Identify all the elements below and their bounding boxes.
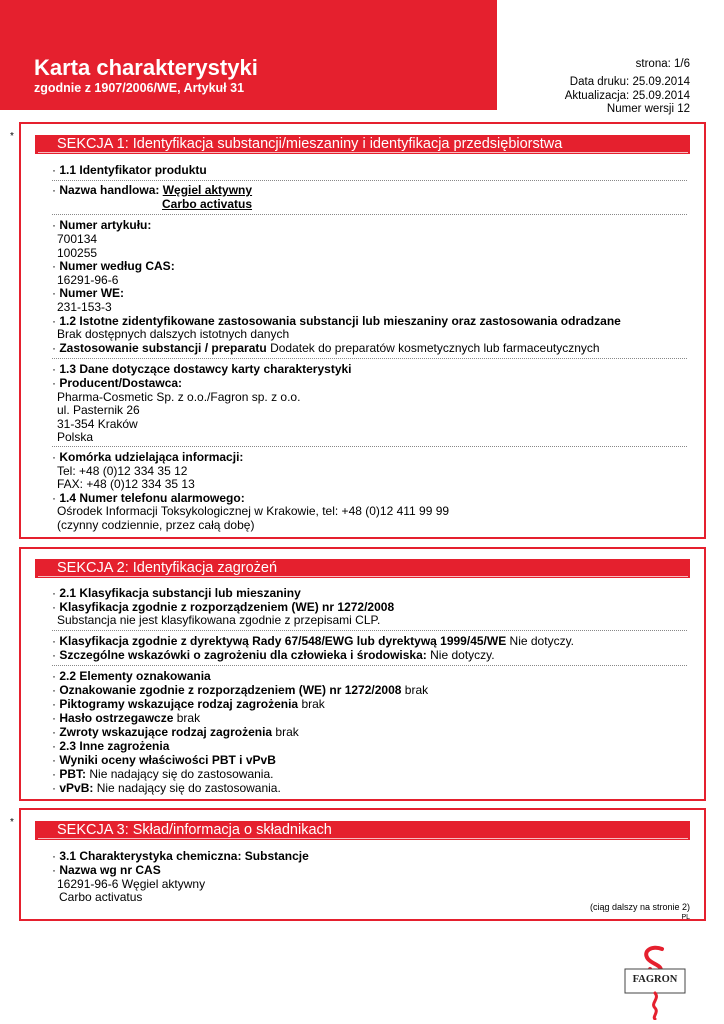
section-1-2-heading: · 1.2 Istotne zidentyfikowane zastosowania substancji lub mieszaniny oraz zastosowania odradzane	[52, 314, 621, 328]
hazard-statements: · Zwroty wskazujące rodzaj zagrożenia brak	[52, 725, 299, 739]
document-dates	[565, 76, 690, 117]
emergency-contact: Ośrodek Informacji Toksykologicznej w Krakowie, tel: +48 (0)12 411 99 99	[57, 504, 450, 518]
pbt: · PBT: Nie nadający się do zastosowania.	[52, 767, 274, 781]
substance-use: · Zastosowanie substancji / preparatu Dodatek do preparatów kosmetycznych lub farmaceutycznych	[52, 341, 600, 355]
language-code: PL	[681, 914, 690, 921]
section-1-4-heading: · 1.4 Numer telefonu alarmowego:	[52, 491, 245, 505]
update-date: Aktualizacja: 25.09.2014	[564, 89, 690, 102]
document-title: Karta charakterystyki	[34, 55, 258, 80]
footer-rule	[19, 920, 667, 921]
print-date: Data druku: 25.09.2014	[569, 76, 690, 88]
we-label: · Numer WE:	[52, 286, 125, 300]
trade-name-latin: Carbo activatus	[162, 197, 253, 211]
special-hazards: · Szczególne wskazówki o zagrożeniu dla człowieka i środowiska: Nie dotyczy.	[52, 648, 495, 662]
page-number: strona: 1/6	[635, 58, 690, 70]
directive-classification: · Klasyfikacja zgodnie z dyrektywą Rady 67/548/EWG lub dyrektywą 1999/45/WE Nie dotyczy.	[52, 634, 575, 648]
supplier-country: Polska	[57, 430, 94, 444]
signal-word: · Hasło ostrzegawcze brak	[52, 711, 201, 725]
phone: Tel: +48 (0)12 334 35 12	[57, 464, 188, 478]
version-number: Numer wersji 12	[606, 103, 690, 115]
supplier-city: 31-354 Kraków	[57, 417, 138, 431]
section-2-3-heading: · 2.3 Inne zagrożenia	[52, 739, 170, 753]
divider	[52, 358, 687, 359]
section-1-3-heading: · 1.3 Dane dotyczące dostawcy karty charakterystyki	[52, 362, 352, 376]
uses-text: Brak dostępnych dalszych istotnych danych	[57, 327, 290, 341]
cas-number: 16291-96-6	[57, 273, 119, 287]
revision-mark: *	[10, 817, 14, 828]
divider	[52, 214, 687, 215]
article-number: 100255	[57, 246, 98, 260]
supplier-street: ul. Pasternik 26	[57, 403, 140, 417]
article-number-label: · Numer artykułu:	[52, 218, 152, 232]
fagron-logo	[622, 945, 688, 1020]
section-2-1-heading: · 2.1 Klasyfikacja substancji lub mieszaniny	[52, 586, 301, 600]
section-2-heading: SEKCJA 2: Identyfikacja zagrożeń	[35, 559, 690, 578]
divider	[52, 630, 687, 631]
logo-text: FAGRON	[632, 974, 678, 985]
supplier-name: Pharma-Cosmetic Sp. z o.o./Fagron sp. z o.o.	[57, 390, 301, 404]
section-3-1-heading: · 3.1 Charakterystyka chemiczna: Substancje	[52, 849, 309, 863]
info-dept-label: · Komórka udzielająca informacji:	[52, 450, 244, 464]
cas-label: · Numer według CAS:	[52, 259, 175, 273]
cas-entry-latin: Carbo activatus	[59, 890, 143, 904]
pbt-heading: · Wyniki oceny właściwości PBT i vPvB	[52, 753, 276, 767]
document-subtitle: zgodnie z 1907/2006/WE, Artykuł 31	[34, 81, 245, 95]
we-number: 231-153-3	[57, 300, 112, 314]
labelling: · Oznakowanie zgodnie z rozporządzeniem (WE) nr 1272/2008 brak	[52, 683, 429, 697]
divider	[52, 180, 687, 181]
emergency-hours: (czynny codziennie, przez całą dobę)	[57, 518, 255, 532]
section-3-heading: SEKCJA 3: Skład/informacja o składnikach	[35, 821, 690, 840]
supplier-label: · Producent/Dostawca:	[52, 376, 183, 390]
divider	[52, 665, 687, 666]
vpvb: · vPvB: Nie nadający się do zastosowania.	[52, 781, 281, 795]
clp-text: Substancja nie jest klasyfikowana zgodnie z przepisami CLP.	[57, 613, 381, 627]
cas-entry: 16291-96-6 Węgiel aktywny	[57, 877, 206, 891]
section-1-line: · 1.1 Identyfikator produktu	[52, 163, 207, 177]
clp-classification: · Klasyfikacja zgodnie z rozporządzeniem (WE) nr 1272/2008	[52, 600, 395, 614]
trade-name: · Nazwa handlowa: Węgiel aktywny	[52, 183, 253, 197]
section-2-2-heading: · 2.2 Elementy oznakowania	[52, 669, 211, 683]
divider	[52, 446, 687, 447]
continued-note: (ciąg dalszy na stronie 2)	[589, 902, 690, 912]
cas-name-label: · Nazwa wg nr CAS	[52, 863, 161, 877]
revision-mark: *	[10, 131, 14, 142]
pictograms: · Piktogramy wskazujące rodzaj zagrożenia brak	[52, 697, 325, 711]
fax: FAX: +48 (0)12 334 35 13	[57, 477, 195, 491]
article-number: 700134	[57, 232, 98, 246]
section-1-heading: SEKCJA 1: Identyfikacja substancji/mieszaniny i identyfikacja przedsiębiorstwa	[35, 135, 690, 154]
